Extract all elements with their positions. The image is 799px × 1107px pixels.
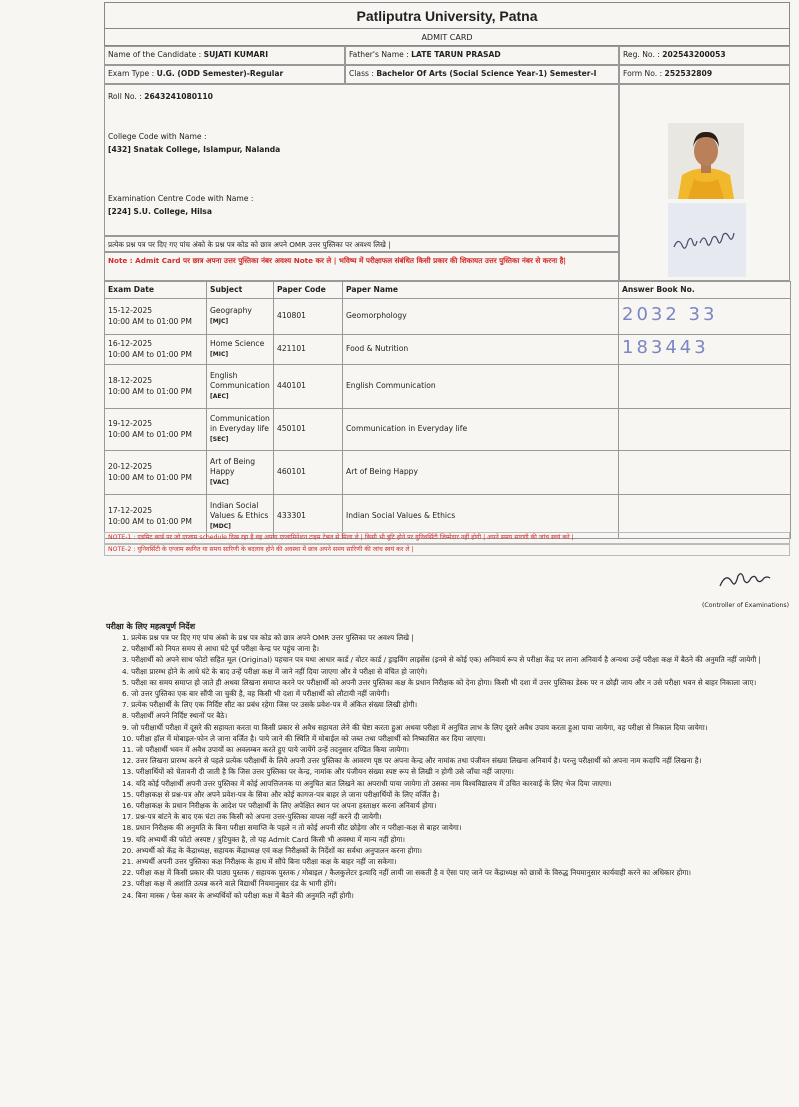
answer-book-note: Note : Admit Card पर छात्र अपना उत्तर पुस्तिका नंबर अवश्य Note कर ले | भविष्य में परीक्षाफल संबंधित किसी प्रकार की शिकायत उत्तर पुस्तिका नंबर से करना है| (104, 252, 619, 281)
subject: Geography (210, 306, 252, 315)
exam-date: 15-12-2025 (108, 306, 153, 315)
instruction-item: 1. प्रत्येक प्रश्न पत्र पर दिए गए पांच अंको के प्रश्न पत्र कोड को छात्र अपने OMR उत्तर पुस्तिका पर अवश्य लिखे | (122, 633, 414, 642)
candidate-name: SUJATI KUMARI (203, 50, 269, 59)
exam-date-cell (105, 409, 207, 451)
instruction-item: 6. जो उत्तर पुस्तिका एक बार सौंपी जा चुकी है, वह किसी भी दशा में परीक्षार्थी को लौटायी नहीं जायेगी। (122, 689, 390, 699)
centre-label: Examination Centre Code with Name : (108, 194, 254, 203)
reg-no: 202543200053 (662, 50, 726, 59)
paper-name: Indian Social Values & Ethics (343, 495, 619, 539)
instruction-item: 18. प्रधान निरीक्षक की अनुमति के बिना परीक्षा समाप्ति के पहले न तो कोई अपनी सीट छोड़ेगा और न परीक्षा-कक्ष से बाहर जायेगा। (122, 823, 462, 833)
table-row (105, 335, 791, 365)
answer-book-no (619, 299, 791, 335)
exam-date: 19-12-2025 (108, 419, 153, 428)
father-name: LATE TARUN PRASAD (411, 50, 501, 59)
exam-date: 16-12-2025 (108, 339, 153, 348)
controller-label: (Controller of Examinations) (702, 602, 790, 609)
note-1: NOTE-1 : एडमिट कार्ड पर जो एग्जाम schedule दिख रहा है वह अपना एग्जामिनेशन टाइम टेबल से मिला ले | किसी भी त्रुटि होने पर युनिवर्सिटी जिम्मेदार नहीं होगी | अपने समय सारणी की जांच स्वयं करे | (104, 532, 790, 544)
paper-code: 421101 (274, 335, 343, 365)
subject-tag: [MDC] (210, 522, 231, 530)
subject-cell (207, 299, 274, 335)
paper-name: Food & Nutrition (343, 335, 619, 365)
instruction-item: 17. प्रश्न-पत्र बांटने के बाद एक घंटा तक किसी को अपना उत्तर-पुस्तिका वापस नहीं करने दी जायेगी। (122, 812, 382, 822)
subject: Communication in Everyday life (210, 413, 270, 434)
instruction-item: 11. जो परीक्षार्थी भवन में अवैध उपायों का अवलम्बन करते हुए पाये जायेंगे उन्हें तदनुसार दण्डित किया जायेगा। (122, 745, 409, 755)
answer-book-handwritten: 2032 33 (622, 303, 718, 325)
exam-date-cell (105, 299, 207, 335)
controller-signature (716, 568, 776, 596)
exam-time: 10:00 AM to 01:00 PM (108, 472, 192, 482)
instruction-item: 23. परीक्षा कक्ष में अशांति उत्पन्न करने वाले विद्यार्थी नियमानुसार दंड के भागी होंगे। (122, 879, 337, 889)
instruction-item: 24. बिना मास्क / फेस कवर के अभ्यर्थियों को परीक्षा कक्ष में बैठने की अनुमति नहीं होगी। (122, 890, 354, 900)
header-answer-book: Answer Book No. (619, 282, 791, 299)
subject-tag: [MIC] (210, 350, 229, 358)
paper-code: 460101 (274, 451, 343, 495)
instruction-item: 3. परीक्षार्थी को अपने साथ फोटो सहित मूल (Original) पहचान पत्र यथा आधार कार्ड / वोटर कार्ड / ड्राइविंग लाइसेंस (इनमे से कोई एक) अनिवार्य रूप से परीक्षा केंद्र पर लाना अनिवार्य है अन्यथा उन्हें परीक्षा कक्ष में बैठने की अनुमति नहीं जायेगी | (122, 655, 761, 665)
candidate-signature (668, 203, 746, 277)
father-name-label: Father's Name : (349, 50, 412, 59)
form-no: 252532809 (664, 69, 713, 78)
note-2: NOTE-2 : युनिवर्सिटी के एग्जाम स्थगित या समय सारिणी के बदलाव होने की अवस्था में छात्र अपने समय सारिणी की जांच स्वयं कर ले | (104, 544, 790, 556)
subject-tag: [VAC] (210, 478, 229, 486)
exam-date-cell (105, 335, 207, 365)
candidate-photo (668, 123, 744, 199)
university-title: Patliputra University, Patna (104, 2, 790, 28)
header-subject: Subject (207, 282, 274, 299)
instruction-item: 20. अभ्यर्थी को केंद्र के केंद्राध्यक्ष, सहायक केंद्राध्यक्ष एवं कक्ष निरीक्षकों के निर्देशों का सर्वथा अनुपालन करना होगा। (122, 845, 422, 855)
instruction-item: 13. परीक्षार्थियों को चेतावनी दी जाती है कि जिस उत्तर पुस्तिका पर केन्द्र, नामांक और पंजीयन संख्या स्पष्ट रूप से लिखी न होगी उसे जाँचा नहीं जाएगा। (122, 767, 514, 777)
paper-name: English Communication (343, 365, 619, 409)
table-row (105, 451, 791, 495)
subject: Home Science (210, 339, 265, 348)
table-row (105, 299, 791, 335)
subject-cell (207, 335, 274, 365)
instruction-item: 12. उत्तर लिखना प्रारम्भ करने से पहले प्रत्येक परीक्षार्थी के लिये अपनी उत्तर पुस्तिका के आवरण पृष्ठ पर अपना केन्द्र और नामांक तथा पंजीयन संख्या लिखना अनिवार्य है। परन्तु परीक्षार्थी को अपना नाम कदापि नहीं लिखना है। (122, 756, 702, 766)
form-no-cell (619, 65, 790, 84)
exam-date: 20-12-2025 (108, 462, 153, 471)
exam-time: 10:00 AM to 01:00 PM (108, 386, 192, 396)
subject: English Communication (210, 370, 270, 391)
header-paper-code: Paper Code (274, 282, 343, 299)
paper-code: 450101 (274, 409, 343, 451)
instruction-item: 22. परीक्षा कक्ष में किसी प्रकार की पाठ्य पुस्तक / सहायक पुस्तक / मोबाइल / कैलकुलेटर इत्यादि नहीं लायी जा सकती है व ऐसा पाए जाने पर केंद्राध्यक्ष को छात्रों के विरुद्ध नियमानुसार कार्यवाही करने का अधिकार होगा। (122, 868, 691, 878)
paper-name: Communication in Everyday life (343, 409, 619, 451)
college-label: College Code with Name : (108, 132, 207, 141)
header-paper-name: Paper Name (343, 282, 619, 299)
candidate-name-cell (104, 46, 345, 65)
subject-tag: [MJC] (210, 317, 229, 325)
roll-no-line (108, 91, 213, 103)
exam-time: 10:00 AM to 01:00 PM (108, 349, 192, 359)
table-header-row (105, 282, 791, 299)
paper-name: Geomorphology (343, 299, 619, 335)
exam-date-cell (105, 365, 207, 409)
exam-type-cell (104, 65, 345, 84)
table-row (105, 365, 791, 409)
college-name: [432] Snatak College, Islampur, Nalanda (108, 145, 281, 154)
header-exam-date: Exam Date (105, 282, 207, 299)
subject-cell (207, 409, 274, 451)
exam-time: 10:00 AM to 01:00 PM (108, 516, 192, 526)
instruction-item: 19. यदि अभ्यर्थी की फोटो अस्पष्ट / त्रुटियुक्त है, तो यह Admit Card किसी भी अवस्था में मान्य नहीं होगा। (122, 834, 405, 844)
exam-type: U.G. (ODD Semester)-Regular (156, 69, 284, 78)
roll-no: 2643241080110 (144, 92, 213, 101)
subject-tag: [AEC] (210, 392, 229, 400)
photo-signature-box (619, 84, 790, 281)
form-no-label: Form No. : (623, 69, 665, 78)
exam-date-cell (105, 451, 207, 495)
exam-schedule-table (104, 281, 791, 539)
instruction-item: 10. परीक्षा हॉल में मोबाइल-फोन ले जाना वर्जित है। पाये जाने की स्थिति में मोबाईल को जब्त तथा परीक्षार्थी को निष्कासित कर दिया जाएगा। (122, 733, 486, 743)
instruction-item: 2. परीक्षार्थी को नियत समय से आधा घंटे पूर्व परीक्षा केन्द्र पर पहुंच जाना है। (122, 644, 319, 654)
candidate-name-label: Name of the Candidate : (108, 50, 204, 59)
class-label: Class : (349, 69, 377, 78)
instruction-item: 9. जो परीक्षार्थी परीक्षा में दूसरे की सहायता करता या किसी प्रकार से अवैध सहायता लेने की चेष्टा करता हुआ अथवा परीक्षा में अनुचित लाभ के लिए दूसरे अवैध उपाय करता हुआ पाया जायेगा, वह परीक्षा से निकाल दिया जायेगा। (122, 722, 708, 732)
instruction-item: 16. परीक्षाकक्ष के प्रधान निरीक्षक के आदेश पर परीक्षार्थी के लिए अपेक्षित स्थान पर अपना हस्ताक्षर करना अनिवार्य होगा। (122, 801, 437, 811)
centre-name: [224] S.U. College, Hilsa (108, 207, 212, 216)
answer-book-no (619, 409, 791, 451)
instruction-item: 14. यदि कोई परीक्षार्थी अपनी उत्तर पुस्तिका में कोई आपत्तिजनक या अनुचित बात लिखने का अपराधी पाया जायेगा तो उसका नाम विश्वविद्यालय में उचित कारवाई के लिए भेज दिया जाएगा। (122, 778, 612, 788)
reg-no-cell (619, 46, 790, 65)
omr-instruction: प्रत्येक प्रश्न पत्र पर दिए गए पांच अंको के प्रश्न पत्र कोड को छात्र अपने OMR उत्तर पुस्तिका पर अवश्य लिखे | (104, 236, 619, 252)
paper-code: 433301 (274, 495, 343, 539)
class-cell (345, 65, 619, 84)
answer-book-no (619, 451, 791, 495)
paper-code: 410801 (274, 299, 343, 335)
instruction-item: 15. परीक्षाकक्ष से प्रश्न-पत्र और अपने प्रवेश-पत्र के सिवा और कोई कागज-पत्र बाहर ले जाना परीक्षार्थियों के लिए वर्जित है। (122, 789, 440, 799)
subject-cell (207, 365, 274, 409)
instruction-item: 21. अभ्यर्थी अपनी उत्तर पुस्तिका कक्ष निरीक्षक के हाथ में सौंपे बिना परीक्षा कक्ष के बाहर नहीं जा सकेगा। (122, 857, 397, 867)
subject: Indian Social Values & Ethics (210, 500, 269, 521)
exam-time: 10:00 AM to 01:00 PM (108, 316, 192, 326)
reg-no-label: Reg. No. : (623, 50, 663, 59)
instruction-item: 5. परीक्षा का समय समाप्त हो जाते ही अथवा लिखना समाप्त करने पर परीक्षार्थी को अपनी उत्तर पुस्तिका कक्ष के प्रधान निरीक्षक को देना होगा। किसी भी दशा में उत्तर पुस्तिका डेस्क पर न छोड़ी जाय और न उसे परीक्षा भवन से बाहर निकाला जाए। (122, 677, 757, 687)
roll-no-label: Roll No. : (108, 92, 145, 101)
father-name-cell (345, 46, 619, 65)
subject-cell (207, 451, 274, 495)
instructions-title: परीक्षा के लिए महत्वपूर्ण निर्देश (106, 622, 196, 631)
document-type: ADMIT CARD (104, 28, 790, 46)
answer-book-no (619, 365, 791, 409)
instruction-item: 8. परीक्षार्थी अपने निर्दिष्ट स्थानों पर बैठे। (122, 711, 228, 721)
admit-card (104, 2, 790, 1042)
exam-date: 18-12-2025 (108, 376, 153, 385)
exam-type-label: Exam Type : (108, 69, 157, 78)
instructions-list (106, 632, 799, 901)
exam-time: 10:00 AM to 01:00 PM (108, 429, 192, 439)
exam-date: 17-12-2025 (108, 506, 153, 515)
paper-code: 440101 (274, 365, 343, 409)
instruction-item: 7. प्रत्येक परीक्षार्थी के लिए एक निर्दिष्ट सीट का प्रबंध रहेगा जिस पर उसके प्रवेश-पत्र में अंकित संख्या लिखी होगी। (122, 700, 418, 710)
answer-book-handwritten: 183443 (622, 336, 709, 358)
answer-book-no (619, 335, 791, 365)
table-row (105, 409, 791, 451)
class-value: Bachelor Of Arts (Social Science Year-1) Semester-I (376, 69, 597, 78)
paper-name: Art of Being Happy (343, 451, 619, 495)
subject-tag: [SEC] (210, 435, 229, 443)
candidate-details-block (104, 84, 619, 236)
instruction-item: 4. परीक्षा प्रारम्भ होने के आधे घंटे के बाद उन्हें परीक्षा कक्ष में जाने नहीं दिया जाएगा और वे परीक्षा से वंचित हो जाएंगे। (122, 666, 428, 676)
subject: Art of Being Happy (210, 456, 256, 477)
